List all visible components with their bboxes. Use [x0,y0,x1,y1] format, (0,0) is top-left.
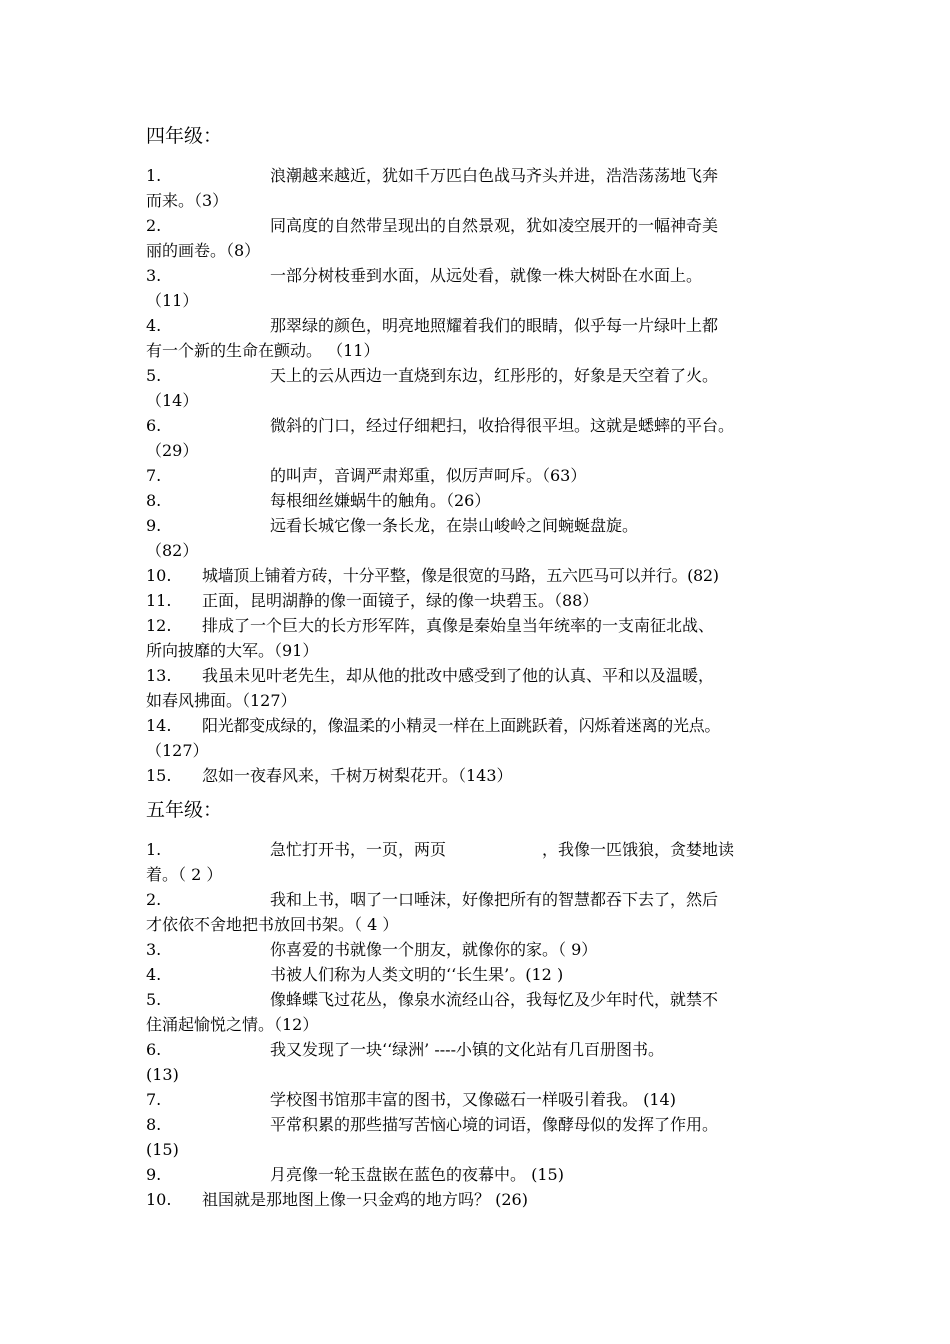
list-item-cont: （29） [146,441,199,460]
list-item-cont: (15) [146,1140,179,1159]
grade5-heading: 五年级： [146,799,223,821]
list-item-cont: （127） [146,741,209,760]
list-item-cont: （14） [146,391,199,410]
list-item-cont: (13) [146,1065,179,1084]
document-page: 四年级： 1. 浪潮越来越近，犹如千万匹白色战马齐头并进，浩浩荡荡地飞奔 而来。（3） 2. 同高度的自然带呈现出的自然景观，犹如凌空展开的一幅神奇美 丽的画卷。（8） 3. 一部分树枝垂到水面，从远处看，就像一株大树卧在水面上。 （11） 4. 那翠绿的颜色，明亮地照耀着我们的眼睛，似乎每一片绿叶上都 有一个新的生命在颤动。 （11） 5. 天上的云从西边一直烧到东边，红彤彤的，好象是天空着了火。 （14） 6. 微斜的门口，经过仔细耙扫，收拾得很平坦。这就是蟋蟀的平台。 （29） 7. 的叫声，音调严肃郑重，似厉声呵斥。（63） 8. 每根细丝嫌蜗牛的触角。（26） 9. 远看长城它像一条长龙，在崇山峻岭之间蜿蜒盘旋。 （82） 10. 城墙顶上铺着方砖，十分平整，像是很宽的马路，五六匹马可以并行。(82) 11. 正面，昆明湖静的像一面镜子，绿的像一块碧玉。（88） 12. 排成了一个巨大的长方形军阵，真像是秦始皇当年统率的一支南征北战、 所向披靡的大军。（91） 13. 我虽未见叶老先生，却从他的批改中感受到了他的认真、平和以及温暖， 如春风拂面。（127） 14. 阳光都变成绿的，像温柔的小精灵一样在上面跳跃着，闪烁着迷离的光点。 （127） 15. 忽如一夜春风来，千树万树梨花开。（143） 五年级： 1. 急忙打开书，一页，两页 ，我像一匹饿狼，贪婪地读 着。（ 2 ） 2. 我和上书，咽了一口唾沫，好像把所有的智慧都吞下去了，然后 才依依不舍地把书放回书架。（ 4 ） 3. 你喜爱的书就像一个朋友，就像你的家。（ 9） 4. 书被人们称为人类文明的‘‘长生果’。(12 ) 5. 像蜂蝶飞过花丛，像泉水流经山谷，我每忆及少年时代，就禁不 住涌起愉悦之情。（12） 6. 我又发现了一块‘‘绿洲’ ----小镇的文化站有几百册图书。 (13) 7. 学校图书馆那丰富的图书，又像磁石一样吸引着我。 (14) 8. 平常积累的那些描写苦恼心境的词语，像酵母似的发挥了作用。 (15) 9. 月亮像一轮玉盘嵌在蓝色的夜幕中。 (15) 10. 祖国就是那地图上像一只金鸡的地方吗？ (26) [146,125,735,1209]
list-item-cont: 有一个新的生命在颤动。 （11） [146,341,380,360]
list-item-cont: （11） [146,291,199,310]
list-item-cont: （82） [146,541,199,560]
list-item-cont: 才依依不舍地把书放回书架。（ 4 ） [146,915,399,934]
list-item-cont: 而来。（3） [146,191,229,210]
list-item-cont: 住涌起愉悦之情。（12） [146,1015,319,1034]
list-item-cont: 着。（ 2 ） [146,865,223,884]
grade4-heading: 四年级： [146,125,223,147]
list-item-cont: 丽的画卷。（8） [146,241,261,260]
list-item-cont: 所向披靡的大军。（91） [146,641,319,660]
list-item-cont: 如春风拂面。（127） [146,691,297,710]
